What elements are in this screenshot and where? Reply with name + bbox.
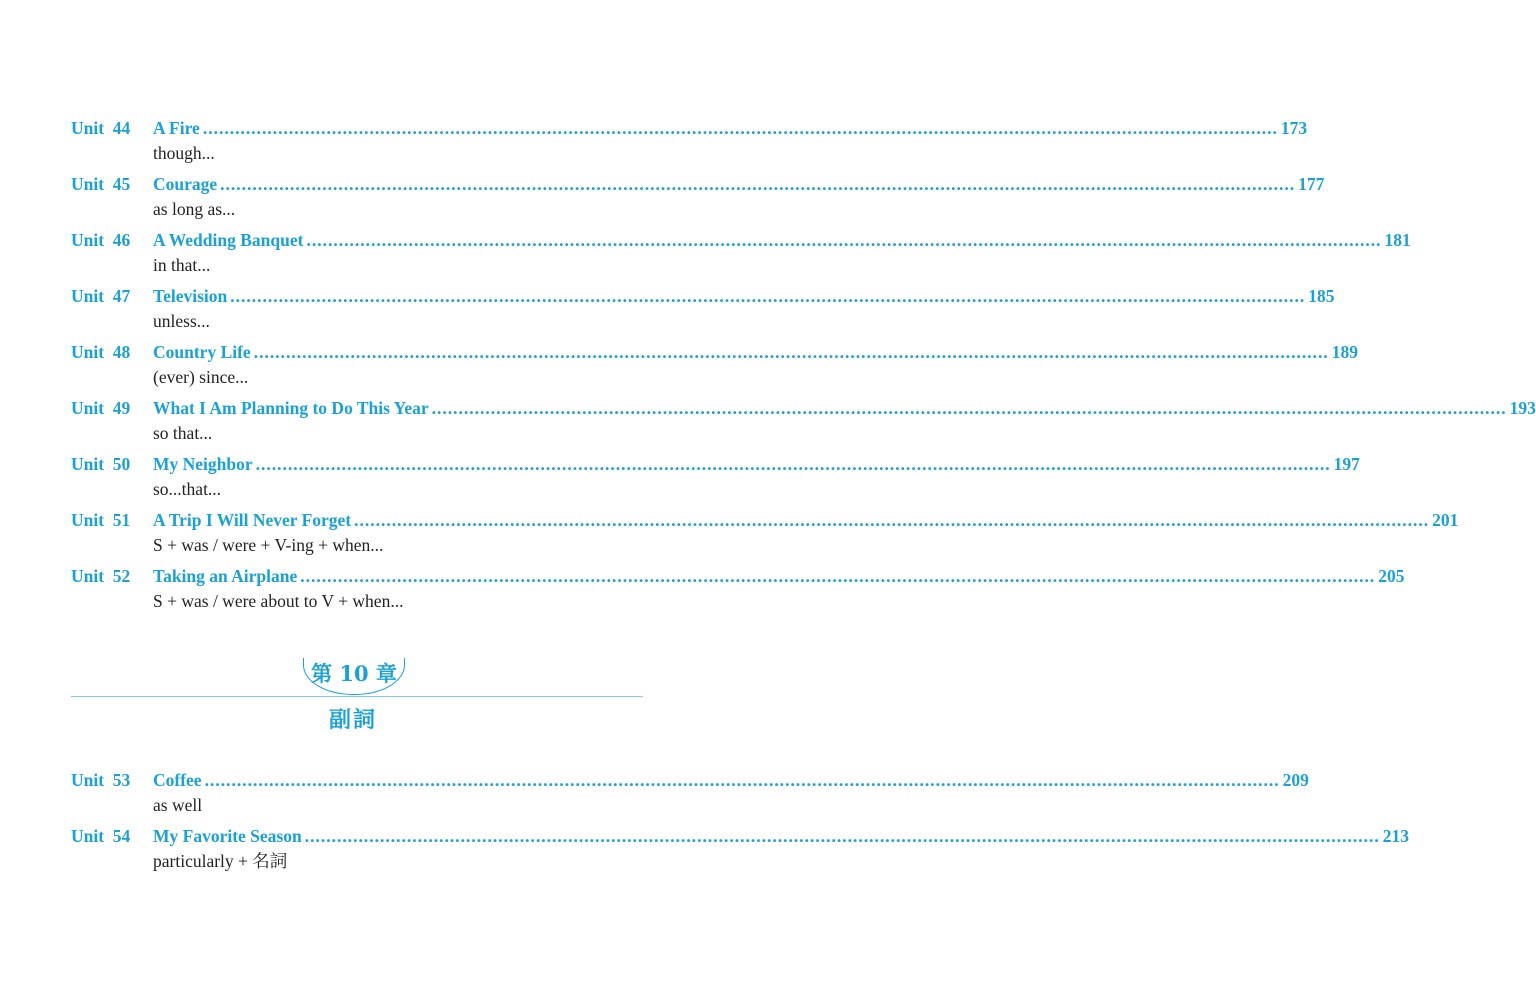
unit-title-link[interactable]: A Trip I Will Never Forget [153,510,352,530]
page-number[interactable]: 213 [1382,826,1409,846]
toc-entry-line [71,507,1459,533]
page-number[interactable]: 185 [1308,286,1335,306]
grammar-pattern: as well [153,795,203,815]
unit-label: Unit 49 [71,398,131,418]
toc-entry[interactable] [71,227,1411,283]
toc-entry-line [71,115,1308,141]
unit-label: Unit 44 [71,118,131,138]
toc-entry[interactable] [71,563,1405,619]
unit-label: Unit 53 [71,770,131,790]
chapter-number-badge [303,658,405,695]
toc-entry[interactable] [71,451,1360,507]
page-number[interactable]: 193 [1509,398,1536,418]
toc-entry[interactable] [71,283,1335,339]
page-number[interactable]: 181 [1384,230,1411,250]
dot-leader: ........................................................................................................................................................................................................ [202,118,1278,138]
toc-entry[interactable] [71,339,1358,395]
unit-label: Unit 52 [71,566,131,586]
grammar-pattern: as long as... [153,199,236,219]
dot-leader: ........................................................................................................................................................................................................ [431,398,1507,418]
toc-entry[interactable] [71,507,1459,563]
unit-label: Unit 47 [71,286,131,306]
unit-title-link[interactable]: Country Life [153,342,251,362]
dot-leader: ........................................................................................................................................................................................................ [255,454,1331,474]
chapter-divider-line [71,696,643,697]
unit-label: Unit 48 [71,342,131,362]
chapter-header [71,658,643,738]
unit-title-link[interactable]: Courage [153,174,218,194]
toc-entry[interactable] [71,171,1325,227]
toc-entry-line [71,395,1536,421]
unit-title-link[interactable]: Coffee [153,770,202,790]
unit-label: Unit 50 [71,454,131,474]
grammar-pattern: in that... [153,255,211,275]
toc-entry-line [71,171,1325,197]
dot-leader: ........................................................................................................................................................................................................ [354,510,1430,530]
unit-label: Unit 45 [71,174,131,194]
dot-leader: ........................................................................................................................................................................................................ [230,286,1306,306]
dot-leader: ........................................................................................................................................................................................................ [253,342,1329,362]
toc-entry[interactable] [71,115,1308,171]
toc-entry[interactable] [71,823,1409,879]
grammar-pattern: (ever) since... [153,367,249,387]
page-number[interactable]: 177 [1298,174,1325,194]
unit-title-link[interactable]: Television [153,286,228,306]
unit-label: Unit 51 [71,510,131,530]
unit-title-link[interactable]: My Neighbor [153,454,253,474]
unit-title-link[interactable]: What I Am Planning to Do This Year [153,398,429,418]
grammar-pattern: though... [153,143,215,163]
toc-entry-line [71,823,1409,849]
page-number[interactable]: 173 [1280,118,1308,138]
unit-title-link[interactable]: Taking an Airplane [153,566,298,586]
page-number[interactable]: 201 [1432,510,1459,530]
dot-leader: ........................................................................................................................................................................................................ [204,770,1280,790]
grammar-pattern: S + was / were + V-ing + when... [153,535,384,555]
page-number[interactable]: 189 [1331,342,1358,362]
grammar-pattern: S + was / were about to V + when... [153,591,404,611]
unit-label: Unit 54 [71,826,131,846]
grammar-pattern: particularly + 名詞 [153,851,288,871]
toc-entry-line [71,563,1405,589]
grammar-pattern: so...that... [153,479,222,499]
toc-entry-line [71,767,1309,793]
dot-leader: ........................................................................................................................................................................................................ [304,826,1380,846]
grammar-pattern: so that... [153,423,213,443]
toc-entry-line [71,227,1411,253]
unit-title-link[interactable]: A Fire [153,118,200,138]
toc-entry[interactable] [71,395,1536,451]
toc-entry-line [71,451,1360,477]
dot-leader: ........................................................................................................................................................................................................ [306,230,1382,250]
toc-section-chapter-10 [71,767,1409,879]
chapter-title: 副詞 [328,708,377,733]
toc-section-chapter-9 [71,115,1536,619]
dot-leader: ........................................................................................................................................................................................................ [220,174,1296,194]
unit-title-link[interactable]: A Wedding Banquet [153,230,304,250]
unit-label: Unit 46 [71,230,131,250]
grammar-pattern: unless... [153,311,210,331]
unit-title-link[interactable]: My Favorite Season [153,826,302,846]
page-number[interactable]: 197 [1333,454,1360,474]
toc-entry-line [71,283,1335,309]
page-number[interactable]: 205 [1378,566,1405,586]
dot-leader: ........................................................................................................................................................................................................ [300,566,1376,586]
toc-entry[interactable] [71,767,1309,823]
page-number[interactable]: 209 [1282,770,1309,790]
toc-entry-line [71,339,1358,365]
chapter-number: 第 10 章 [311,661,397,686]
